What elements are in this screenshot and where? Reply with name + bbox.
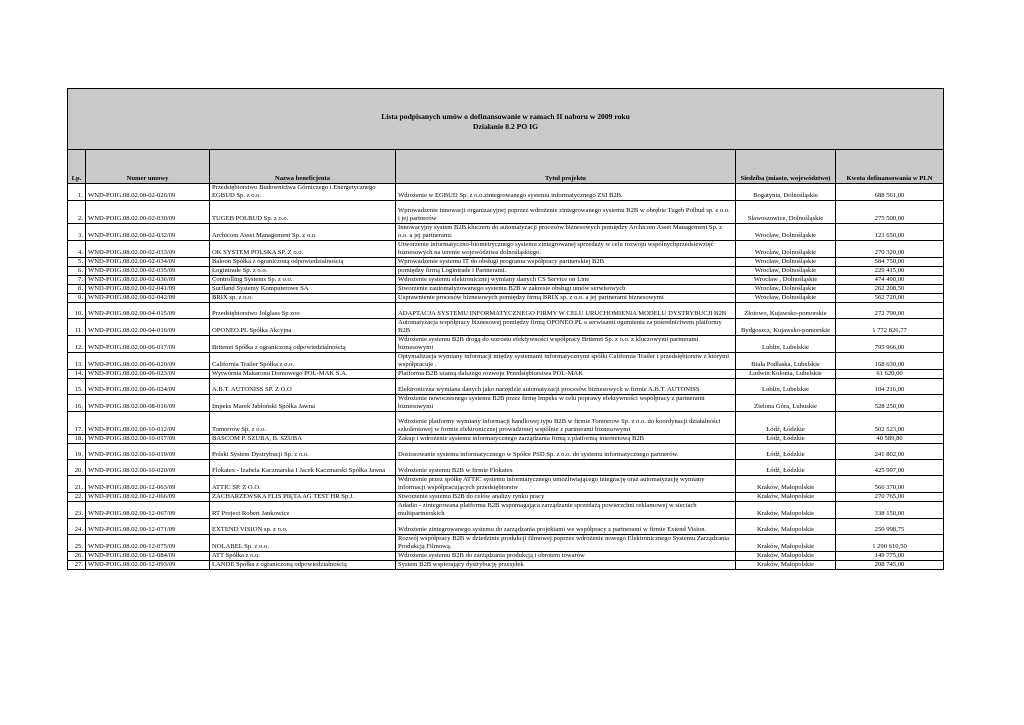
cell-title: Wdrożenie systemu B2B w firmie Flokatex	[396, 460, 736, 476]
cell-title: Adadio - zintegrowana platforma B2B wspomagająca zarządzanie sprzedażą powierzchni reklamowej w sieciach multipartnerskich	[396, 502, 736, 519]
cell-title: System B2B wspierający dystrybucję przesyłek	[396, 561, 736, 570]
cell-seat: Łódź, Łódzkie	[736, 412, 836, 435]
cell-nr: WND-POIG.08.02.00-12-066/09	[86, 493, 210, 502]
cell-lp: 23.	[68, 502, 86, 519]
cell-nr: WND-POIG.08.02.00-10-017/09	[86, 435, 210, 444]
cell-seat: Wrocław , Dolnośląskie	[736, 276, 836, 285]
cell-name: Wytwórnia Makaronu Domowego POL-MAK S.A.	[210, 370, 396, 379]
cell-name: Controlling Systems Sp. z o.o.	[210, 276, 396, 285]
cell-amount: 250 998,75	[836, 519, 944, 535]
cell-nr: WND-POIG.08.02.00-06-020/09	[86, 353, 210, 370]
cell-amount: 562 720,00	[836, 294, 944, 303]
cell-title: Optymalizacja wymiany informacji między systemami informatycznymi spółki California Trailer i przedsiębiorstw z którymi współpracuje .	[396, 353, 736, 370]
cell-name: Przedsiębiorstwo Budownictwa Górniczego i Energetycznego EGBUD Sp. z o.o.	[210, 184, 396, 201]
cell-name: Przedsiębiorstwo Jolglass Sp zoo	[210, 303, 396, 319]
cell-lp: 8.	[68, 285, 86, 294]
table-row	[68, 267, 944, 276]
table-row	[68, 224, 944, 241]
cell-lp: 16.	[68, 395, 86, 412]
cell-seat: Kraków, Małopolskie	[736, 519, 836, 535]
header-project-title: Tytuł projektu	[396, 150, 736, 184]
title-line-1: Lista podpisanych umów o dofinansowanie w ramach II naboru w 2009 roku	[381, 112, 630, 121]
title-line-2: Działanie 8.2 PO IG	[473, 122, 538, 131]
cell-name: OPONEO.PL Spółka Akcyjna	[210, 319, 396, 336]
cell-lp: 2.	[68, 201, 86, 224]
table-row	[68, 502, 944, 519]
cell-amount: 40 589,80	[836, 435, 944, 444]
cell-lp: 26.	[68, 552, 86, 561]
table-row	[68, 535, 944, 552]
cell-title: Wdrożenie przez spółkę ATTIC systemu informatycznego umożliwiającego integrację oraz automatyzację wymiany informacji współpracujących przedsiębiorstw	[396, 476, 736, 493]
cell-nr: WND-POIG.08.02.00-06-024/09	[86, 379, 210, 395]
cell-nr: WND-POIG.08.02.00-02-035/09	[86, 267, 210, 276]
table-row	[68, 336, 944, 353]
cell-amount: 270 320,00	[836, 241, 944, 258]
cell-lp: 5.	[68, 258, 86, 267]
cell-seat: Łódź, Łódzkie	[736, 444, 836, 460]
cell-seat: Kraków, Małopolskie	[736, 493, 836, 502]
cell-nr: WND-POIG.08.02.00-02-042/09	[86, 294, 210, 303]
cell-nr: WND-POIG.08.02.00-10-019/09	[86, 444, 210, 460]
cell-seat: Bydgoszcz, Kujawsko-pomorskie	[736, 319, 836, 336]
cell-title: Rozwój współpracy B2B w dziedzinie produkcji filmowej poprzez wdrożenie nowego Elektronicznego Systemu Zarządzania Produkcją Filmową.	[396, 535, 736, 552]
cell-lp: 4.	[68, 241, 86, 258]
table-row	[68, 303, 944, 319]
table-row	[68, 395, 944, 412]
cell-seat: Złotowo, Kujawsko-pomorskie	[736, 303, 836, 319]
cell-seat: Bogatynia, Dolnośląskie	[736, 184, 836, 201]
table-row	[68, 201, 944, 224]
cell-seat: Wrocław, Dolnośląskie	[736, 285, 836, 294]
cell-name: EXTEND VISION sp. z o.o.	[210, 519, 396, 535]
cell-amount: 272 790,00	[836, 303, 944, 319]
cell-lp: 14.	[68, 370, 86, 379]
cell-lp: 21.	[68, 476, 86, 493]
cell-amount: 61 620,00	[836, 370, 944, 379]
cell-amount: 1 772 826,77	[836, 319, 944, 336]
cell-amount: 338 150,00	[836, 502, 944, 519]
cell-title: ADAPTACJA SYSTEMU INFORMATYCZNEGO FIRMY W CELU URUCHOMIENIA MODELU DYSTRYBUCJI B2B	[396, 303, 736, 319]
cell-name: California Trailer Spółka z o.o.	[210, 353, 396, 370]
cell-title: Automatyzacja współpracy biznesowej pomiędzy firmą OPONEO.PL a serwisami ogumienia za pośrednictwem platformy B2B	[396, 319, 736, 336]
cell-name: NOLABEL Sp. z o.o.	[210, 535, 396, 552]
cell-title: Wdrożenie w EGBUD Sp. z o.o.zintegrowanego systemu informatycznego ZSI B2B.	[396, 184, 736, 201]
cell-amount: 584 750,00	[836, 258, 944, 267]
cell-name: BRIX sp. z o.o.	[210, 294, 396, 303]
cell-nr: WND-POIG.08.02.00-10-020/09	[86, 460, 210, 476]
table-row	[68, 353, 944, 370]
cell-name: LANDE Spółka z ograniczoną odpowiedzialnością	[210, 561, 396, 570]
cell-seat: Wrocław, Dolnośląskie	[736, 241, 836, 258]
cell-seat: Lublin, Lubelskie	[736, 336, 836, 353]
cell-title: Dostosowanie systemu informatycznego w Spółce PSD Sp. z o.o. do systemu informatycznego partnerów.	[396, 444, 736, 460]
cell-name: A.B.T. AUTONISS SP. Z O.O	[210, 379, 396, 395]
cell-title: Platforma B2B szansą dalszego rozwoju Przedsiębiorstwa POL-MAK	[396, 370, 736, 379]
header-beneficiary: Nazwa beneficjenta	[210, 150, 396, 184]
table-row	[68, 319, 944, 336]
cell-nr: WND-POIG.08.02.00-12-071/09	[86, 519, 210, 535]
cell-name: Polski System Dystrybucji Sp. z o.o.	[210, 444, 396, 460]
cell-nr: WND-POIG.08.02.00-02-036/09	[86, 276, 210, 285]
cell-lp: 13.	[68, 353, 86, 370]
cell-nr: WND-POIG.08.02.00-12-063/09	[86, 476, 210, 493]
cell-seat: Kraków, Małopolskie	[736, 535, 836, 552]
cell-name: ATT Spółka z o.o.	[210, 552, 396, 561]
cell-title: Wdrożenie systemu B2B do zarządzania produkcją i obrotem towarów	[396, 552, 736, 561]
cell-seat: Sławoszowice, Dolnośląskie	[736, 201, 836, 224]
cell-seat: Lublin, Lubelskie	[736, 379, 836, 395]
cell-title: Stworzenie zautomatyzowanego systemu B2B w zakresie obsługi umów serwisowych	[396, 285, 736, 294]
cell-nr: WND-POIG.08.02.00-12-075/09	[86, 535, 210, 552]
cell-nr: WND-POIG.08.02.00-02-030/09	[86, 201, 210, 224]
cell-amount: 566 370,00	[836, 476, 944, 493]
cell-title: Wprowadzenie innowacji organizacyjnej poprzez wdrożenie zintegrowanego systemu B2B w obrębie Tugeb Polbud sp. z o.o. i jej partnerów	[396, 201, 736, 224]
cell-seat: Biała Podlaska, Lubelskie	[736, 353, 836, 370]
cell-name: Britenet Spółka z ograniczoną odpowiedzialnością	[210, 336, 396, 353]
cell-seat: Ludwin Kolonia, Lubelskie	[736, 370, 836, 379]
column-headers	[68, 150, 944, 184]
cell-nr: WND-POIG.08.02.00-02-034/09	[86, 258, 210, 267]
cell-name: BASCOM P. SZUBA, B. SZUBA	[210, 435, 396, 444]
cell-amount: 149 775,00	[836, 552, 944, 561]
cell-title: Wdrożenie systemu elektronicznej wymiany danych CS Service on Line	[396, 276, 736, 285]
cell-amount: 275 500,00	[836, 201, 944, 224]
table-row	[68, 276, 944, 285]
cell-name: RT Project Robert Jankowicz	[210, 502, 396, 519]
table-row	[68, 258, 944, 267]
cell-lp: 22.	[68, 493, 86, 502]
cell-amount: 1 290 610,50	[836, 535, 944, 552]
cell-title: Wdrożenie systemu B2B drogą do wzrostu efektywności współpracy Britenet Sp. z o.o. z kluczowymi partnerami biznesowymi	[396, 336, 736, 353]
table-title	[68, 89, 944, 150]
cell-title: Innowacyjny system B2B kluczem do automatyzacji procesów biznesowych pomiędzy Archicom Asset Management Sp. z o.o. a jej partnerami.	[396, 224, 736, 241]
cell-name: Flokatex - Izabela Kaczmarska I Jacek Kaczmarski Spółka Jawna	[210, 460, 396, 476]
cell-nr: WND-POIG.08.02.00-12-093/09	[86, 561, 210, 570]
cell-seat: Kraków, Małopolskie	[736, 476, 836, 493]
cell-name: ATTIC SP. Z O.O.	[210, 476, 396, 493]
cell-lp: 1.	[68, 184, 86, 201]
header-contract-number: Numer umowy	[86, 150, 210, 184]
cell-seat: Kraków, Małopolskie	[736, 552, 836, 561]
header-seat: Siedziba (miasto, województwo)	[736, 150, 836, 184]
cell-seat: Zielona Góra, Lubuskie	[736, 395, 836, 412]
cell-lp: 9.	[68, 294, 86, 303]
cell-name: TUGEB POLBUD Sp. z o.o.	[210, 201, 396, 224]
cell-amount: 123 650,00	[836, 224, 944, 241]
table-row	[68, 519, 944, 535]
table-row	[68, 241, 944, 258]
cell-nr: WND-POIG.08.02.00-04-015/09	[86, 303, 210, 319]
cell-lp: 20.	[68, 460, 86, 476]
cell-amount: 688 561,00	[836, 184, 944, 201]
cell-name: OK SYSTEM POLSKA SP. Z o.o.	[210, 241, 396, 258]
cell-nr: WND-POIG.08.02.00-02-041/09	[86, 285, 210, 294]
cell-nr: WND-POIG.08.02.00-06-023/09	[86, 370, 210, 379]
header-lp: Lp.	[68, 150, 86, 184]
cell-name: Surfland Systemy Komputerowe SA	[210, 285, 396, 294]
cell-title: Wprowadzenie systemu IT do obsługi programu współpracy partnerskiej B2B	[396, 258, 736, 267]
cell-lp: 19.	[68, 444, 86, 460]
table-row	[68, 184, 944, 201]
cell-lp: 6.	[68, 267, 86, 276]
table-row	[68, 476, 944, 493]
table-row	[68, 444, 944, 460]
cell-nr: WND-POIG.08.02.00-02-026/09	[86, 184, 210, 201]
cell-nr: WND-POIG.08.02.00-02-032/09	[86, 224, 210, 241]
table-row	[68, 285, 944, 294]
cell-title: Utworzenie informatyczno-biometrycznego systemu zintegrowanej sprzedaży w celu rozwoju wspólnychprzedsiewzięć biznesowych na terenie województwa dolnośląskiego.	[396, 241, 736, 258]
cell-amount: 425 997,00	[836, 460, 944, 476]
cell-name: Logintrade Sp. z o.o.	[210, 267, 396, 276]
cell-seat: Łódź, Łódzkie	[736, 460, 836, 476]
cell-title: pomiędzy firmą Logintrade i Partnerami.	[396, 267, 736, 276]
cell-name: Tomorrow Sp. z o.o.	[210, 412, 396, 435]
cell-seat: Wrocław, Dolnośląskie	[736, 267, 836, 276]
table-row	[68, 561, 944, 570]
cell-amount: 262 208,50	[836, 285, 944, 294]
cell-title: Elektroniczna wymiana danych jako narzędzie automatyzacji procesów biznesowych w firmie A.B.T. AUTONISS	[396, 379, 736, 395]
cell-lp: 18.	[68, 435, 86, 444]
cell-lp: 10.	[68, 303, 86, 319]
cell-name: Baloon Spółka z ograniczoną odpowiedzialnością	[210, 258, 396, 267]
cell-lp: 15.	[68, 379, 86, 395]
cell-name: Archicom Asset Management Sp. z o.o.	[210, 224, 396, 241]
cell-seat: Łódź, Łódzkie	[736, 435, 836, 444]
cell-amount: 795 966,00	[836, 336, 944, 353]
cell-nr: WND-POIG.08.02.00-12-067/09	[86, 502, 210, 519]
cell-amount: 229 415,00	[836, 267, 944, 276]
cell-amount: 474 490,00	[836, 276, 944, 285]
cell-seat: Kraków, Małopolskie	[736, 502, 836, 519]
table-row	[68, 294, 944, 303]
cell-title: Zakup i wdrożenie systemu informatycznego zarządzania firmą z platformą internetową B2B	[396, 435, 736, 444]
cell-nr: WND-POIG.08.02.00-02-033/09	[86, 241, 210, 258]
table-row	[68, 370, 944, 379]
cell-title: Usprawnienie procesów biznesowych pomiędzy firmą BRIX sp. z o.o. a jej partnerami biznesowymi	[396, 294, 736, 303]
table-row	[68, 552, 944, 561]
cell-name: ZACHARZEWSKA FLIS PIĘTA AG TEST HR Sp.J.	[210, 493, 396, 502]
cell-seat: Wrocław, Dolnośląskie	[736, 258, 836, 267]
cell-title: Wdrożenie nowoczesnego systemu B2B przez firmę Impeks w celu poprawy efektywności współpracy z partnerami biznesowymi	[396, 395, 736, 412]
cell-nr: WND-POIG.08.02.00-06-017/09	[86, 336, 210, 353]
cell-amount: 528 250,00	[836, 395, 944, 412]
cell-amount: 241 802,00	[836, 444, 944, 460]
cell-title: Wdrożenie platformy wymiany informacji handlowej typu B2B w firmie Tomorrow Sp. z o.o. do koordynacji działalności szkoleniowej w formie elektronicznej prowadzonej wspólnie z partnerami biznesowymi	[396, 412, 736, 435]
cell-seat: Kraków, Małopolskie	[736, 561, 836, 570]
table-row	[68, 460, 944, 476]
cell-lp: 25.	[68, 535, 86, 552]
contracts-table	[67, 88, 944, 570]
cell-nr: WND-POIG.08.02.00-08-016/09	[86, 395, 210, 412]
table-row	[68, 435, 944, 444]
cell-nr: WND-POIG.08.02.00-04-016/09	[86, 319, 210, 336]
cell-lp: 27.	[68, 561, 86, 570]
cell-nr: WND-POIG.08.02.00-10-012/09	[86, 412, 210, 435]
cell-lp: 11.	[68, 319, 86, 336]
cell-amount: 168 630,00	[836, 353, 944, 370]
table-row	[68, 379, 944, 395]
cell-lp: 12.	[68, 336, 86, 353]
cell-amount: 208 745,00	[836, 561, 944, 570]
cell-lp: 7.	[68, 276, 86, 285]
cell-amount: 502 523,00	[836, 412, 944, 435]
cell-seat: Wrocław, Dolnośląskie	[736, 294, 836, 303]
cell-amount: 270 765,00	[836, 493, 944, 502]
cell-title: Wdrożenie zintegrowanego systemu do zarządzania projektami we współpracy z partnerami w firmie Extend Vision.	[396, 519, 736, 535]
cell-title: Stworzenie systemu B2B do celów analizy rynku pracy	[396, 493, 736, 502]
table-row	[68, 412, 944, 435]
table-row	[68, 493, 944, 502]
cell-lp: 17.	[68, 412, 86, 435]
cell-amount: 104 216,00	[836, 379, 944, 395]
cell-name: Impeks Marek Jabłoński Spółka Jawna	[210, 395, 396, 412]
header-amount: Kwota dofinansowania w PLN	[836, 150, 944, 184]
cell-lp: 3.	[68, 224, 86, 241]
cell-seat: Wrocław, Dolnośląskie	[736, 224, 836, 241]
cell-lp: 24.	[68, 519, 86, 535]
cell-nr: WND-POIG.08.02.00-12-084/09	[86, 552, 210, 561]
